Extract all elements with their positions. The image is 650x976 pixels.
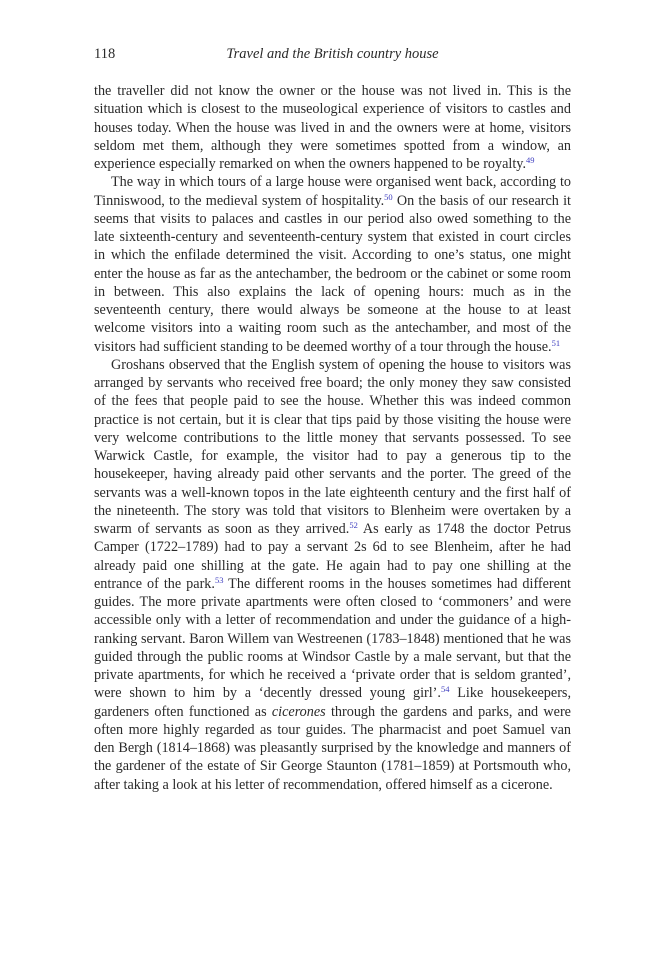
italic-term: cicerones xyxy=(271,703,326,720)
text-run: Like housekeepers, gardeners often functioned as xyxy=(94,685,571,720)
text-run: On the basis of our research it seems that visits to palaces and castles in our period also owed something to the late sixteenth-century and seventeenth-century system that existed in court circles in which the enfilade determined the visit. According to one’s status, one might enter the house as far as the antechamber, the bedroom or the cabinet or some room in between. This also explains the lack of opening hours: much as in the seventeenth century, there would always be someone at the house to at least welcome visitors into a waiting room such as the antechamber, and most of the visitors had sufficient standing to be deemed worthy of a tour through the house. xyxy=(94,192,571,355)
text-run: the traveller did not know the owner or the house was not lived in. This is the situation which is closest to the museological experience of visitors to castles and houses today. When the house was lived in and the owners were at home, visitors seldom met them, although they were sometimes spotted from a window, an experience especially remarked on when the owners happened to be royalty. xyxy=(94,83,571,172)
text-run: Groshans observed that the English system of opening the house to visitors was arranged by servants who received free board; the only money they saw consisted of the fees that people paid to see the house. Whether this was indeed common practice is not certain, but it is clear that tips paid by those visiting the house were very welcome contributions to the little money that servants possessed. To see Warwick Castle, for example, the visitor had to pay a generous tip to the housekeeper, having already paid other servants and the porter. The greed of the servants was a well-known topos in the late eighteenth century and the first half of the nineteenth. The story was told that visitors to Blenheim were overtaken by a swarm of servants as soon as they arrived. xyxy=(94,356,571,537)
footnote-ref-49[interactable]: 49 xyxy=(526,155,535,165)
paragraph xyxy=(94,82,571,173)
text-run: through the gardens and parks, and were often more highly regarded as tour guides. The pharmacist and poet Samuel van den Bergh (1814–1868) was pleasantly surprised by the knowledge and manners of the gardener of the estate of Sir George Staunton (1781–1859) at Portsmouth who, after taking a look at his letter of recommendation, offered himself as a cicerone. xyxy=(94,703,571,793)
page-number: 118 xyxy=(94,46,116,62)
paragraph xyxy=(94,356,571,794)
text-run: The different rooms in the houses sometimes had different guides. The more private apartments were often closed to ‘commoners’ and were accessible only with a letter of recommendation and under the guidance of a high-ranking servant. Baron Willem van Westreenen (1783–1848) mentioned that he was guided through the public rooms at Windsor Castle by a male servant, but that the private apartments, for which he received a ‘private order that is seldom granted’, were shown to him by a ‘decently dressed young girl’. xyxy=(94,575,571,702)
text-run: The way in which tours of a large house were organised went back, according to Tinniswood, to the medieval system of hospitality. xyxy=(94,174,571,209)
running-head xyxy=(94,44,571,64)
body-text xyxy=(94,82,571,794)
footnote-ref-51[interactable]: 51 xyxy=(551,337,561,348)
footnote-ref-54[interactable]: 54 xyxy=(440,684,450,695)
footnote-ref-50[interactable]: 50 xyxy=(384,191,393,202)
running-title: Travel and the British country house xyxy=(226,46,439,62)
text-run: As early as 1748 the doctor Petrus Camper (1722–1789) had to pay a servant 2s 6d to see Blenheim, after he had already paid one shilling at the gate. He again had to pay one shilling at the entrance of the park. xyxy=(94,521,572,592)
paragraph xyxy=(94,173,571,356)
footnote-ref-53[interactable]: 53 xyxy=(214,574,224,585)
footnote-ref-52[interactable]: 52 xyxy=(349,520,358,530)
